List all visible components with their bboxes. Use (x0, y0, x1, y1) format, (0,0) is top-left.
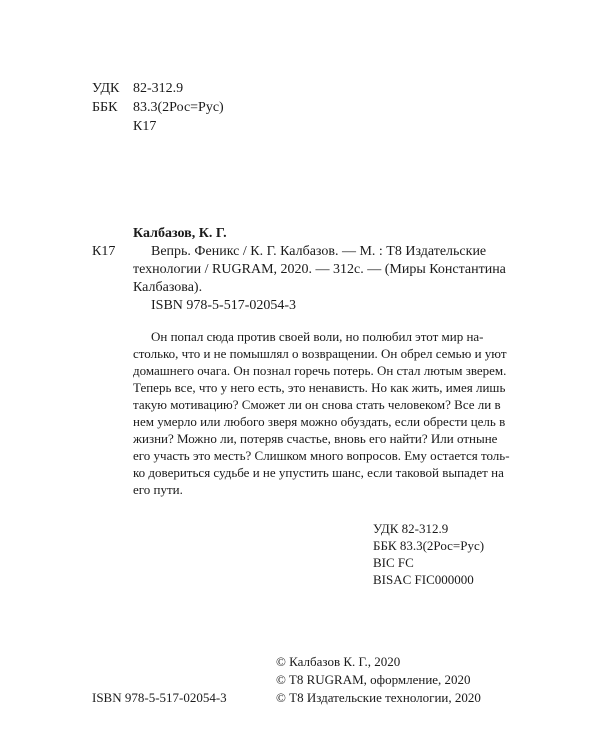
author-mark: К17 (133, 119, 157, 134)
classification-udk: УДК 82-312.9 (373, 521, 449, 536)
catalog-isbn: ISBN 978-5-517-02054-3 (151, 298, 297, 313)
copyright-line: © Т8 Издательские технологии, 2020 (276, 690, 481, 705)
annotation-line: такую мотивацию? Сможет ли он снова стать человеком? Все ли в (133, 397, 501, 412)
classification-bisac: BISAC FIC000000 (373, 572, 474, 587)
bbk-label: ББК (92, 100, 118, 115)
description-line-3: Калбазова). (133, 280, 203, 295)
udk-value: 82-312.9 (133, 81, 184, 96)
annotation-line: столько, что и не помышлял о возвращении. Он обрел семью и уют (133, 346, 507, 361)
copyright-line: © T8 RUGRAM, оформление, 2020 (276, 672, 471, 687)
annotation-line: ко довериться судьбе и не упустить шанс, если таковой выпадет на (133, 465, 504, 480)
side-author-mark: К17 (92, 244, 116, 259)
annotation-line: его пути. (133, 482, 183, 497)
copyright-line: © Калбазов К. Г., 2020 (276, 654, 401, 669)
description-line-2: технологии / RUGRAM, 2020. — 312с. — (Миры Константина (133, 262, 506, 277)
annotation-line: его участь это месть? Слишком много вопросов. Ему остается толь- (133, 448, 510, 463)
annotation-line: домашнего очага. Он познал горечь потерь. Он стал лютым зверем. (133, 363, 507, 378)
classification-bic: BIC FC (373, 555, 414, 570)
annotation-line: жизни? Можно ли, потеряв счастье, вновь его найти? Или отныне (133, 431, 498, 446)
annotation-line: Теперь все, что у него есть, это ненависть. Но как жить, имея лишь (133, 380, 506, 395)
bbk-value: 83.3(2Рос=Рус) (133, 100, 224, 115)
udk-label: УДК (92, 81, 120, 96)
annotation-line: Он попал сюда против своей воли, но полюбил этот мир на- (151, 329, 484, 344)
classification-bbk: ББК 83.3(2Рос=Рус) (373, 538, 485, 553)
description-line-1: Вепрь. Феникс / К. Г. Калбазов. — М. : Т8 Издательские (151, 244, 487, 259)
footer-isbn: ISBN 978-5-517-02054-3 (92, 690, 227, 705)
author-heading: Калбазов, К. Г. (133, 226, 227, 241)
annotation-line: нем умерло или любого зверя можно обуздать, если обрести цель в (133, 414, 506, 429)
